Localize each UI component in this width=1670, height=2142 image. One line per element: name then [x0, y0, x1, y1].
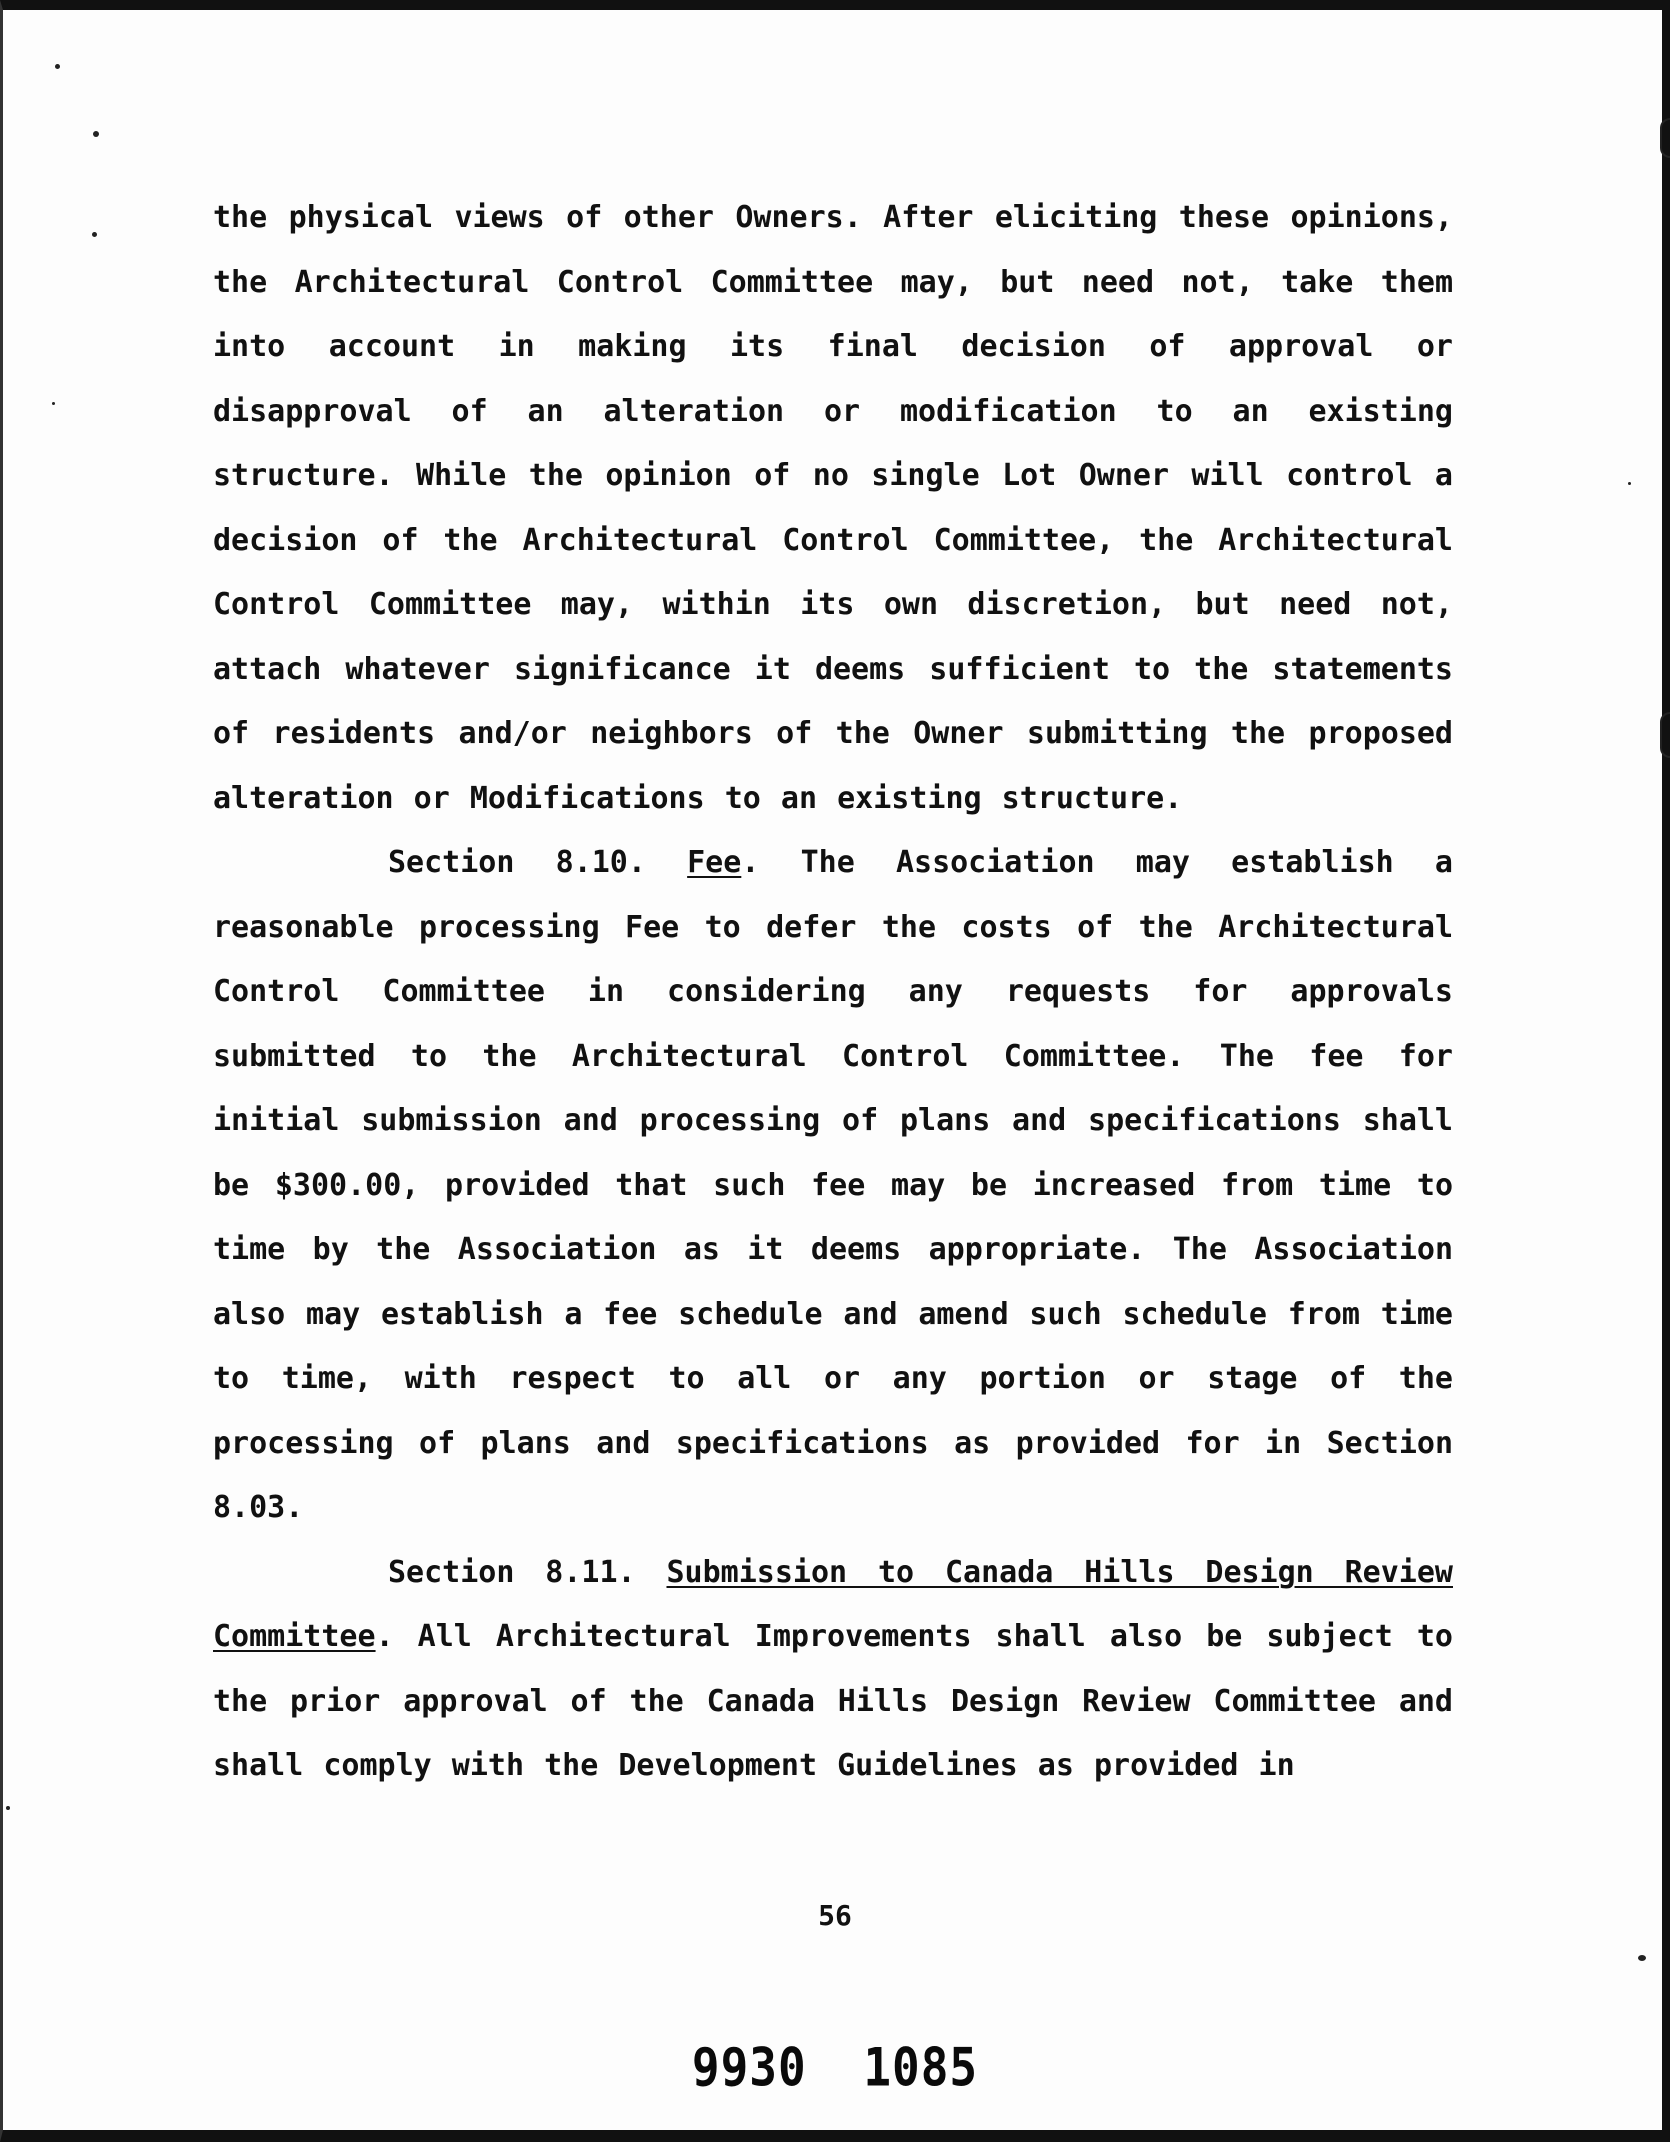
scan-speck: [6, 1806, 10, 1810]
scan-speck: [1638, 1955, 1646, 1961]
paragraph-text: . All Architectural Improvements shall also be subject to the prior approval of the Canada Hills Design Review Committee and shall comply with the Development Guidelines as provided in: [213, 1619, 1453, 1783]
paragraph-section-8-11: [213, 1541, 1453, 1799]
scan-speck: [92, 232, 97, 237]
scan-speck: [1628, 482, 1631, 485]
paragraph-text: the physical views of other Owners. After eliciting these opinions, the Architectural Control Committee may, but need not, take them into account in making its final decision of approval or disapproval of an alteration or modification to an existing structure. While the opinion of no single Lot Owner will control a decision of the Architectural Control Committee, the Architectural Control Committee may, within its own discretion, but need not, attach whatever significance it deems sufficient to the statements of residents and/or neighbors of the Owner submitting the proposed alteration or Modifications to an existing structure.: [213, 200, 1453, 816]
section-number: Section 8.10.: [388, 845, 688, 880]
scan-speck: [55, 64, 60, 69]
document-body: [213, 186, 1453, 1799]
scan-speck: [93, 131, 99, 137]
bates-stamp: 9930 1085: [691, 2035, 979, 2099]
section-number: Section 8.11.: [388, 1554, 667, 1590]
paragraph-section-8-10: [213, 831, 1453, 1541]
paragraph-text: . The Association may establish a reasonable processing Fee to defer the costs of the Architectural Control Committee in considering any requests for approvals submitted to the Architectural Control Committee. The fee for initial submission and processing of plans and specifications shall be $300.00, provided that such fee may be increased from time to time by the Association as it deems appropriate. The Association also may establish a fee schedule and amend such schedule from time to time, with respect to all or any portion or stage of the processing of plans and specifications as provided for in Section 8.03.: [213, 845, 1453, 1525]
section-heading: Fee: [687, 845, 742, 880]
paragraph-continuation: [213, 186, 1453, 831]
binding-hole-mark: [1660, 712, 1670, 758]
page-number: 56: [818, 1899, 852, 1932]
scan-speck: [52, 402, 55, 405]
binding-hole-mark: [1660, 118, 1670, 158]
section-heading: Submission to Canada Hills Design Review Committee: [213, 1554, 1453, 1654]
